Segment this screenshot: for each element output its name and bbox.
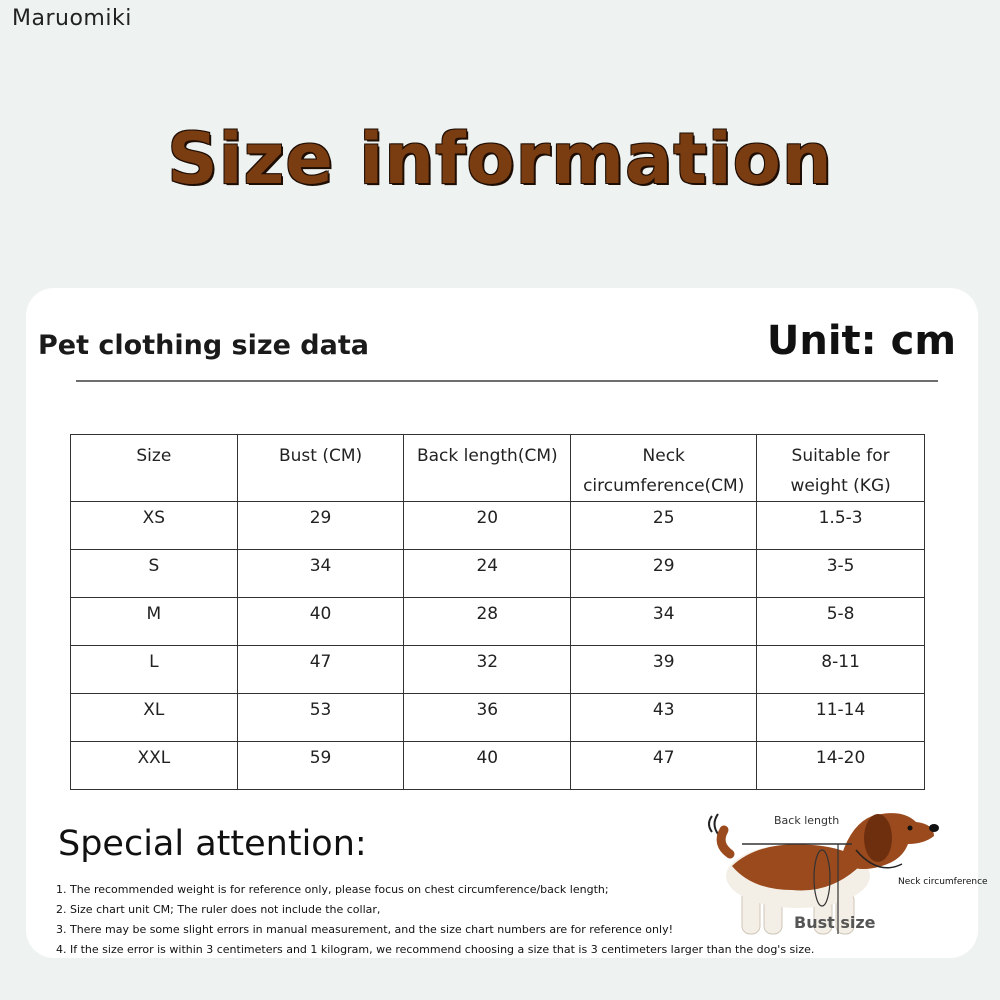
page-title: Size information [167, 118, 833, 200]
table-row [71, 598, 925, 646]
table-row [71, 694, 925, 742]
cell-back-length: 36 [404, 694, 571, 742]
cell-neck: 29 [571, 550, 757, 598]
cell-bust: 34 [237, 550, 404, 598]
cell-back-length: 20 [404, 502, 571, 550]
cell-bust: 59 [237, 742, 404, 790]
cell-weight: 3-5 [757, 550, 925, 598]
header-size: Size [71, 435, 238, 502]
header-neck-circumference: Neck circumference(CM) [571, 435, 757, 502]
brand-name: Maruomiki [12, 6, 132, 31]
cell-size: M [71, 598, 238, 646]
cell-neck: 47 [571, 742, 757, 790]
cell-back-length: 24 [404, 550, 571, 598]
cell-weight: 5-8 [757, 598, 925, 646]
cell-bust: 29 [237, 502, 404, 550]
divider [76, 380, 938, 382]
cell-weight: 14-20 [757, 742, 925, 790]
cell-weight: 1.5-3 [757, 502, 925, 550]
card-heading: Pet clothing size data [38, 330, 369, 361]
dog-measurement-diagram [702, 794, 988, 944]
back-length-label: Back length [774, 814, 840, 827]
bust-size-label: Bust size [794, 913, 876, 932]
table-row [71, 502, 925, 550]
cell-size: L [71, 646, 238, 694]
size-card [26, 288, 988, 958]
cell-neck: 43 [571, 694, 757, 742]
cell-bust: 40 [237, 598, 404, 646]
header-bust: Bust (CM) [237, 435, 404, 502]
cell-size: XL [71, 694, 238, 742]
cell-bust: 53 [237, 694, 404, 742]
table-row [71, 742, 925, 790]
cell-back-length: 28 [404, 598, 571, 646]
neck-circumference-label: Neck circumference [898, 877, 988, 887]
size-table [70, 434, 925, 790]
cell-size: XS [71, 502, 238, 550]
cell-neck: 25 [571, 502, 757, 550]
notes-list [56, 880, 814, 960]
cell-size: XXL [71, 742, 238, 790]
cell-back-length: 32 [404, 646, 571, 694]
cell-size: S [71, 550, 238, 598]
note-item: 4. If the size error is within 3 centimeters and 1 kilogram, we recommend choosing a size that is 3 centimeters larger than the dog's size. [56, 943, 815, 956]
cell-weight: 8-11 [757, 646, 925, 694]
table-row [71, 646, 925, 694]
cell-neck: 34 [571, 598, 757, 646]
note-item: 1. The recommended weight is for reference only, please focus on chest circumference/back length; [56, 883, 609, 896]
header-weight: Suitable for weight (KG) [757, 435, 925, 502]
cell-neck: 39 [571, 646, 757, 694]
header-back-length: Back length(CM) [404, 435, 571, 502]
table-row [71, 550, 925, 598]
cell-back-length: 40 [404, 742, 571, 790]
cell-bust: 47 [237, 646, 404, 694]
table-header-row [71, 435, 925, 502]
note-item: 3. There may be some slight errors in manual measurement, and the size chart numbers are for reference only! [56, 923, 673, 936]
cell-weight: 11-14 [757, 694, 925, 742]
unit-label: Unit: cm [766, 318, 956, 364]
note-item: 2. Size chart unit CM; The ruler does not include the collar, [56, 903, 381, 916]
special-attention-title: Special attention: [58, 824, 367, 864]
